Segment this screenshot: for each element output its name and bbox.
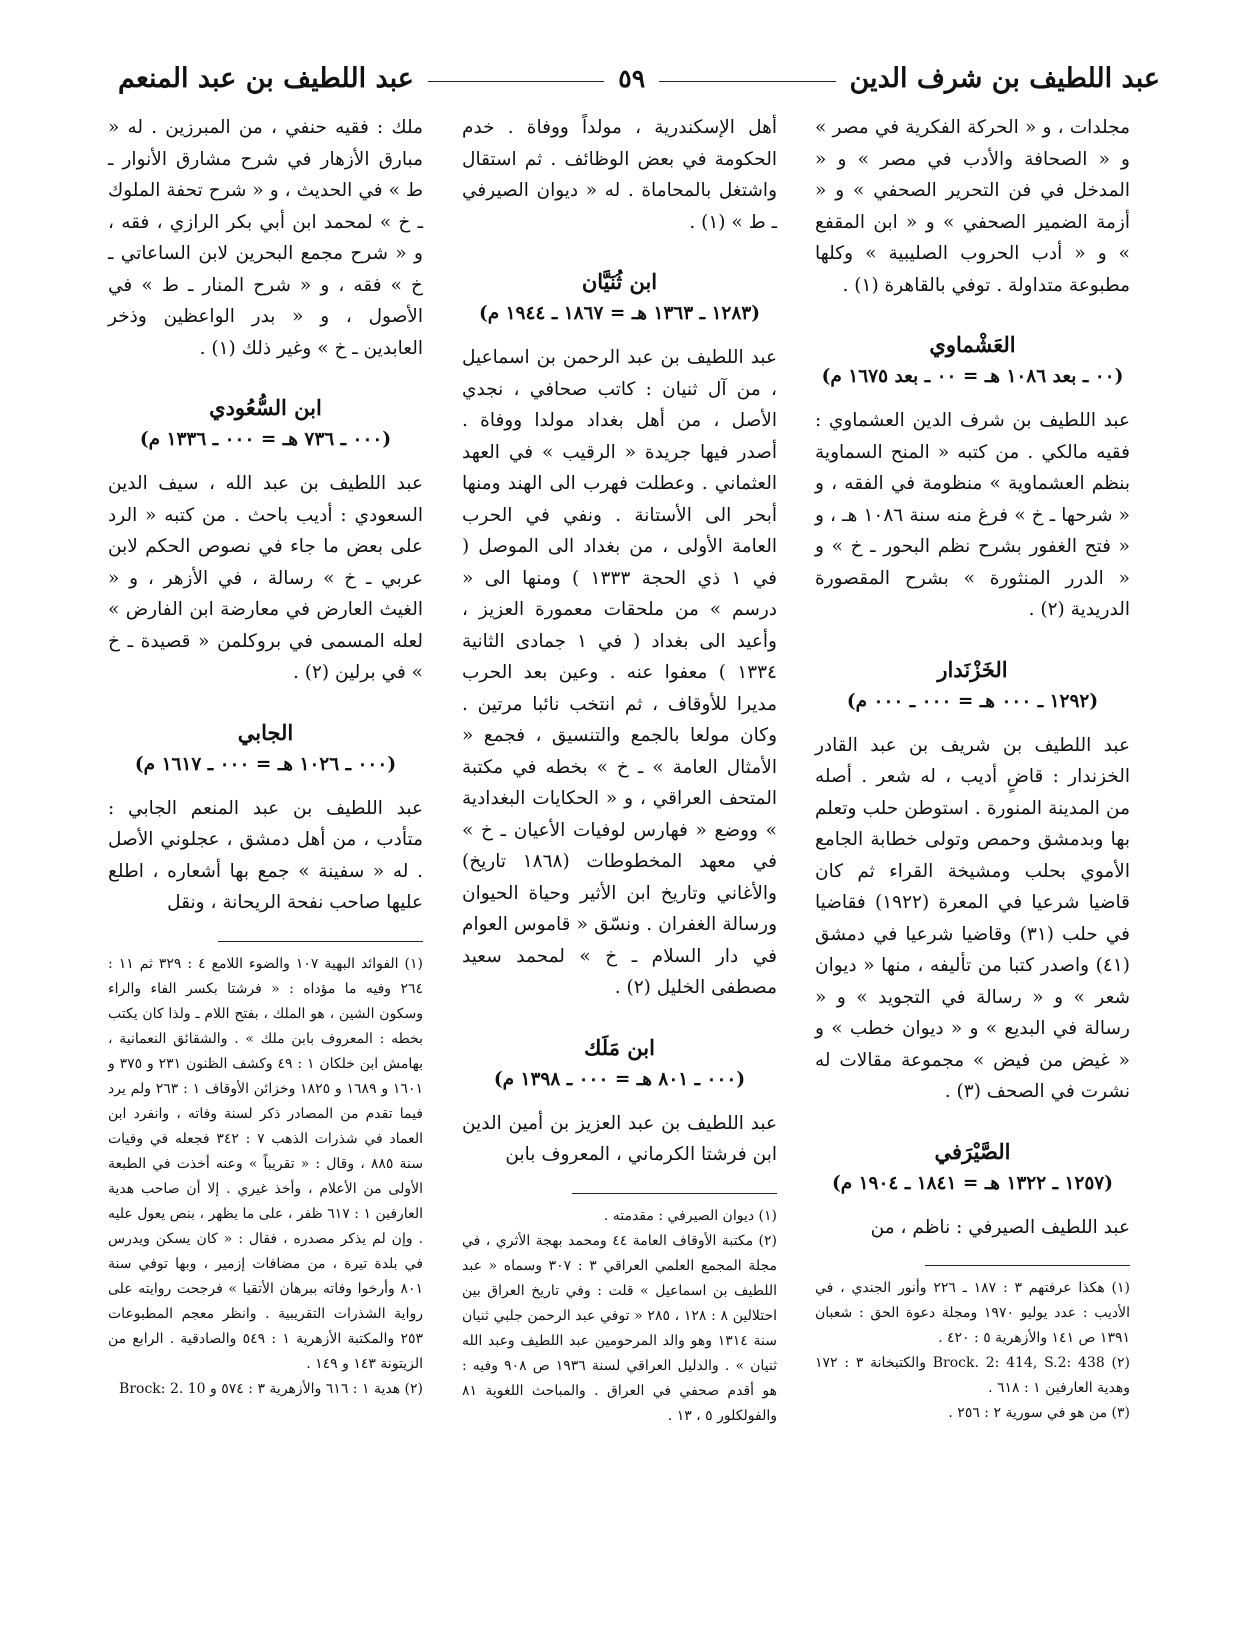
footnote: (٢) مكتبة الأوقاف العامة ٤٤ ومحمد بهجة الأثري ، في مجلة المجمع العلمي العراقي ٣ : ٣٠٧ وسماه « عبد اللطيف بن اسماعيل » قلت : وفي تاريخ العراق بين احتلالين ٨ : ١٢٨ ، ٢٨٥ « توفي عبد الرحمن جلبي ثنيان سنة ١٣١٤ وهو والد المرحومين عبد اللطيف وعبد الله ثنيان » . والدليل العراقي لسنة ١٩٣٦ ص ٩٠٨ وفيه : هو أقدم صحفي في العراق . والمباحث اللغوية ٨١ والفولكلور ٥ ، ١٣ . bbox=[462, 1232, 778, 1424]
entry-text: عبد اللطيف بن عبد المنعم الجابي : متأدب ، من أهل دمشق ، عجلوني الأصل . له « سفينة » جمع بها أشعاره ، اطلع عليها صاحب نفحة الريحانة ، ونقل bbox=[108, 797, 423, 913]
entry-title: العَشْماوي bbox=[929, 332, 1016, 357]
footnote: (١) ديوان الصيرفي : مقدمته . bbox=[603, 1207, 777, 1224]
entry-text: عبد اللطيف بن عبد الله ، سيف الدين السعودي : أديب باحث . من كتبه « الرد على بعض ما جاء في نصوص الحكم لابن عربي ـ خ » رسالة ، في الأزهر ، و « الغيث العارض في معارضة ابن الفارض » لعله المسمى في بروكلمن « قصيدة ـ خ » في برلين (٢) . bbox=[108, 473, 423, 683]
footnotes bbox=[815, 1276, 1130, 1426]
entry-title: الصَّيْرَفي bbox=[934, 1138, 1011, 1164]
footnote-separator bbox=[925, 1265, 1130, 1266]
entry-title: ابن مَلَك bbox=[584, 1034, 655, 1060]
entry-ibn-malak bbox=[462, 1032, 777, 1171]
footnote-separator bbox=[218, 941, 423, 942]
footnotes bbox=[462, 1204, 777, 1429]
entry-title: الخَزْنَدار bbox=[937, 656, 1008, 682]
header-rule bbox=[428, 81, 604, 82]
footnotes bbox=[108, 952, 423, 1402]
entry-ibn-alsuudi bbox=[108, 392, 423, 689]
entry-alkhazandar bbox=[815, 654, 1130, 1108]
entry-dates: (٠٠ ـ بعد ١٠٨٦ هـ = ٠٠ ـ بعد ١٦٧٥ م) bbox=[821, 366, 1124, 387]
footnote: (١) الفوائد البهية ١٠٧ والضوء اللامع ٤ : ٣٢٩ ثم ١١ : ٢٦٤ وفيه ما مؤداه : « فرشتا بكسر الفاء والراء وسكون الشين ، هو الملك ، بفتح اللام ـ ولذا كان يكتب بخطه : المعروف بابن ملك » . والشقائق النعمانية ، بهامش ابن خلكان ١ : ٤٩ وكشف الظنون ٢٣١ و ٣٧٥ و ١٦٠١ و ١٦٨٩ و ١٨٢٥ وخزائن الأوقاف ١ : ٢٦٣ ولم يرد فيما تقدم من المصادر ذكر لسنة وفاته ، وانفرد ابن العماد في شذرات الذهب ٧ : ٣٤٢ فجعله في وفيات سنة ٨٨٥ ، وقال : « تقريباً » وعنه أخذت في الطبعة الأولى من الأعلام ، وأخذ غيري . إلا أن صاحب هدية العارفين ١ : ٦١٧ ظفر ، على ما يظهر ، بنص يعول عليه . وإن لم يذكر مصدره ، فقال : « كان يسكن ويدرس في بلدة تيرة ، من مضافات إزمير ، وبها توفي سنة ٨٠١ وأرخوا وفاته ببرهان الأتقيا » فرجحت روايته على رواية الشذرات التقريبية . وانظر معجم المطبوعات ٢٥٣ والمكتبة الأزهرية ١ : ٥٤٩ والصادقية . الرابع من الزيتونة ١٤٣ و ١٤٩ . bbox=[108, 955, 423, 1372]
entry-dates: (١٢٥٧ ـ ١٣٢٢ هـ = ١٨٤١ ـ ١٩٠٤ م) bbox=[831, 1172, 1114, 1194]
entry-dates: (٠٠٠ ـ ٧٣٦ هـ = ٠٠٠ ـ ١٣٣٦ م) bbox=[139, 429, 392, 450]
entry-text: عبد اللطيف بن شريف بن عبد القادر الخزندار : قاضٍ أديب ، له شعر . أصله من المدينة المنورة . استوطن حلب وتعلم بها وبدمشق وحمص وتولى خطابة الجامع الأموي بحلب ومشيخة القراء ثم كان قاضيا شرعيا في المعرة (١٩٢٢) فقاضيا في حلب (٣١) وقاضيا شرعيا في دمشق (٤١) واصدر كتبا من تأليفه ، منها « ديوان شعر » و « رسالة في التجويد » و « رسالة في البديع » و « ديوان خطب » و « غيض من فيض » مجموعة مقالات له نشرت في الصحف (٣) . bbox=[815, 734, 1130, 1102]
entry-title: ابن ثُنَيَّان bbox=[581, 269, 658, 294]
continuation-text: ملك : فقيه حنفي ، من المبرزين . له « مبارق الأزهار في شرح مشارق الأنوار ـ ط » في الحديث ، و « شرح تحفة الملوك ـ خ » لمحمد ابن أبي بكر الرازي ، فقه ، و « شرح مجمع البحرين لابن الساعاتي ـ خ » فقه ، و « شرح المنار ـ ط » في الأصول ، و « بدر الواعظين وذخر العابدين ـ خ » وغير ذلك (١) . bbox=[108, 117, 423, 359]
page-number: ٥٩ bbox=[618, 63, 646, 93]
entry-alashmawi bbox=[815, 329, 1130, 626]
running-title-left: عبد اللطيف بن عبد المنعم bbox=[118, 62, 414, 94]
entry-dates: (٠٠٠ ـ ٨٠١ هـ = ٠٠٠ ـ ١٣٩٨ م) bbox=[493, 1068, 746, 1090]
running-title-right: عبد اللطيف بن شرف الدين bbox=[849, 62, 1160, 94]
footnote-separator bbox=[572, 1193, 777, 1194]
entry-title: ابن السُّعُودي bbox=[209, 395, 322, 420]
entry-aljabi bbox=[108, 717, 423, 919]
footnote: (٢) Brock. 2: 414, S.2: 438 والكتبخانة ٣ : ١٧٢ وهدية العارفين ١ : ٦١٨ . bbox=[815, 1355, 1130, 1396]
entry-alsayrafi bbox=[815, 1136, 1130, 1244]
entry-text: عبد اللطيف الصيرفي : ناظم ، من bbox=[870, 1216, 1130, 1238]
header-rule bbox=[659, 81, 835, 82]
column-right bbox=[815, 112, 1130, 1426]
entry-text: عبد اللطيف بن عبد الرحمن بن اسماعيل ، من آل ثنيان : كاتب صحافي ، نجدي الأصل ، من أهل بغداد مولدا ووفاة . أصدر فيها جريدة « الرقيب » في العهد العثماني . وعطلت فهرب الى الهند ومنها أبحر الى الأستانة . ونفي في الحرب العامة الأولى ، من بغداد الى الموصل ( في ١ ذي الحجة ١٣٣٣ ) ومنها الى « درسم » من ملحقات معمورة العزيز ، وأعيد الى بغداد ( في ١ جمادى الثانية ١٣٣٤ ) معفوا عنه . وعين بعد الحرب مديرا للأوقاف ، ثم انتخب نائبا مرتين . وكان مولعا بالجمع والتنسيق ، فجمع « الأمثال العامة » ـ خ » بخطه في مكتبة المتحف العراقي ، و « الحكايات البغدادية » ووضع « فهارس لوفيات الأعيان ـ خ » في معهد المخطوطات (١٨٦٨ تاريخ) والأغاني وتاريخ ابن الأثير وحياة الحيوان ورسالة الغفران . ونسّق « قاموس العوام في دار السلام ـ خ » لمحمد سعيد مصطفى الخليل (٢) . bbox=[462, 347, 777, 998]
entry-dates: (١٢٨٣ ـ ١٣٦٣ هـ = ١٨٦٧ ـ ١٩٤٤ م) bbox=[478, 303, 761, 324]
footnote: (٢) هدية ١ : ٦١٦ والأزهرية ٣ : ٥٧٤ و Brock: 2. 10 bbox=[119, 1380, 423, 1397]
footnote: (٣) من هو في سورية ٢ : ٢٥٦ . bbox=[948, 1405, 1130, 1421]
page-header bbox=[118, 60, 1160, 96]
entry-title: الجابي bbox=[237, 719, 294, 745]
entry-dates: (١٢٩٢ ـ ٠٠٠ هـ = ٠٠٠ ـ ٠٠٠ م) bbox=[846, 690, 1099, 712]
column-left bbox=[108, 112, 423, 1402]
continuation-text: أهل الإسكندرية ، مولداً ووفاة . خدم الحكومة في بعض الوظائف . ثم استقال واشتغل بالمحاماة . له « ديوان الصيرفي ـ ط » (١) . bbox=[462, 117, 777, 233]
column-middle bbox=[462, 112, 777, 1429]
continuation-text: مجلدات ، و « الحركة الفكرية في مصر » و « الصحافة والأدب في مصر » و « المدخل في فن التحرير الصحفي » و « أزمة الضمير الصحفي » و « ابن المقفع » و « أدب الحروب الصليبية » وكلها مطبوعة متداولة . توفي بالقاهرة (١) . bbox=[815, 117, 1130, 296]
footnote: (١) هكذا عرفتهم ٣ : ١٨٧ ـ ٢٢٦ وأنور الجندي ، في الأديب : عدد يوليو ١٩٧٠ ومجلة دعوة الحق : شعبان ١٣٩١ ص ١٤١ والأزهرية ٥ : ٤٢٠ . bbox=[815, 1280, 1131, 1346]
entry-ibn-thunayyan bbox=[462, 266, 777, 1004]
entry-text: عبد اللطيف بن عبد العزيز بن أمين الدين ابن فرشتا الكرماني ، المعروف بابن bbox=[462, 1112, 777, 1165]
entry-dates: (٠٠٠ ـ ١٠٢٦ هـ = ٠٠٠ ـ ١٦١٧ م) bbox=[134, 753, 397, 775]
entry-text: عبد اللطيف بن شرف الدين العشماوي : فقيه مالكي . من كتبه « المنح السماوية بنظم العشماوية » منظومة في الفقه ، و « شرحها ـ خ » فرغ منه سنة ١٠٨٦ هـ ، و « فتح الغفور بشرح نظم البحور ـ خ » و « الدرر المنثورة » بشرح المقصورة الدريدية (٢) . bbox=[815, 410, 1130, 620]
